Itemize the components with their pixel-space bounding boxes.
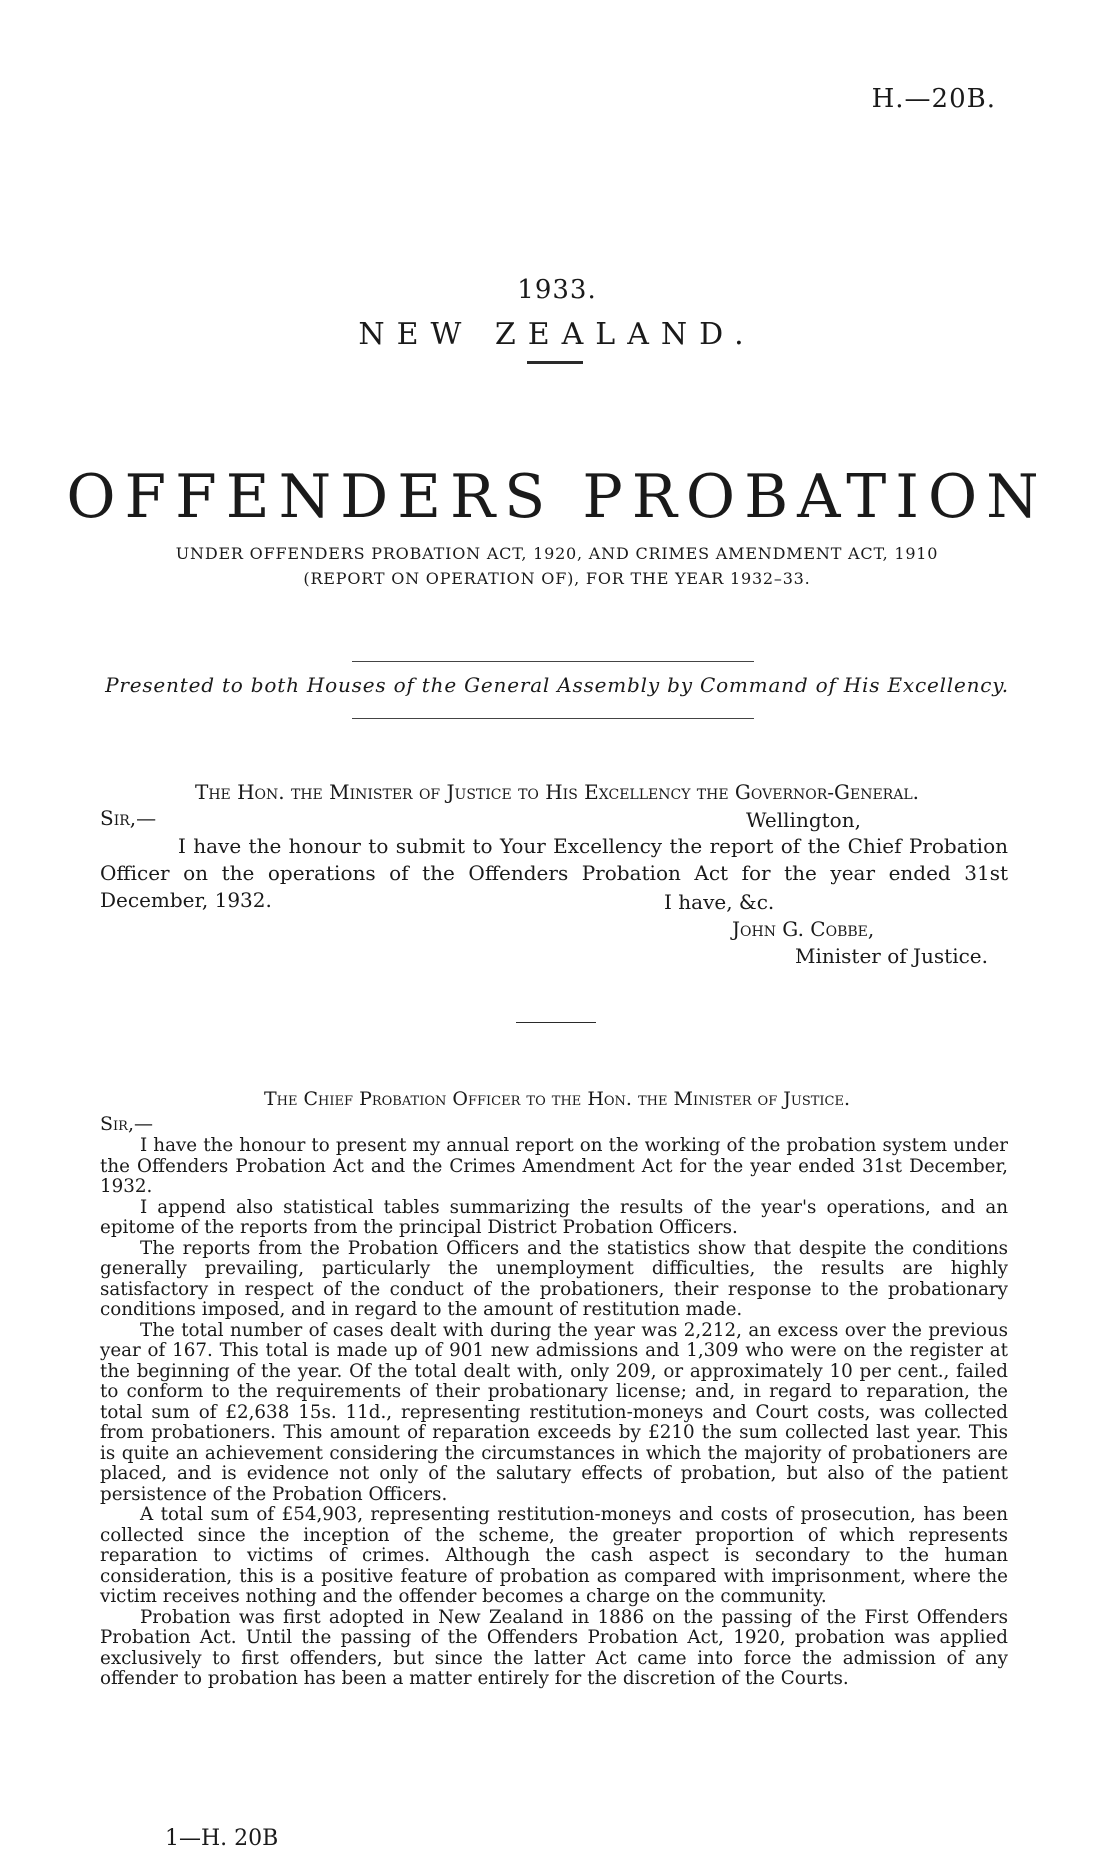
presented-rule-bottom bbox=[352, 718, 754, 719]
document-code: H.—20B. bbox=[871, 84, 996, 114]
report-year: 1933. bbox=[517, 275, 597, 305]
letter2-heading bbox=[0, 1088, 1114, 1110]
paragraph: Probation was first adopted in New Zealand in 1886 on the passing of the First Offenders Probation Act. Until the passing of the Offenders Probation Act, 1920, probation was applied exclusively to first offenders, but since the latter Act came into force the admission of any offender to probation has been a matter entirely for the discretion of the Courts. bbox=[100, 1606, 1008, 1689]
letter1-salutation: Sir,— bbox=[100, 806, 157, 830]
letter2-heading-text: The Chief Probation Officer to the Hon. the Minister of Justice. bbox=[263, 1088, 851, 1110]
masthead-divider bbox=[527, 361, 583, 364]
letter1-heading-text: The Hon. the Minister of Justice to His Excellency the Governor-General. bbox=[194, 780, 919, 804]
document-subtitle-line2: (REPORT ON OPERATION OF), FOR THE YEAR 1932–33. bbox=[303, 569, 811, 588]
document-subtitle-line1: UNDER OFFENDERS PROBATION ACT, 1920, AND CRIMES AMENDMENT ACT, 1910 bbox=[175, 544, 939, 563]
signature-mark: 1—H. 20B bbox=[165, 1826, 279, 1851]
presented-note: Presented to both Houses of the General Assembly by Command of His Excellency. bbox=[105, 673, 1009, 697]
document-title: OFFENDERS PROBATION bbox=[66, 462, 1048, 532]
letter1-heading bbox=[0, 780, 1114, 804]
letter1-body: I have the honour to submit to Your Excellency the report of the Chief Probation Officer on the operations of the Offenders Probation Act for the year ended 31st December, 1932. bbox=[100, 834, 1008, 912]
paragraph: The reports from the Probation Officers and the statistics show that despite the conditions generally prevailing, particularly the unemployment difficulties, the results are highly satisfactory in respect of the conduct of the probationers, their response to the probationary conditions imposed, and in regard to the amount of restitution made. bbox=[100, 1237, 1008, 1320]
letter1-closing: I have, &c. bbox=[664, 890, 775, 914]
presented-rule-top bbox=[352, 661, 754, 662]
section-divider bbox=[516, 1022, 596, 1023]
paragraph: I append also statistical tables summarizing the results of the year's operations, and an epitome of the reports from the principal District Probation Officers. bbox=[100, 1196, 1008, 1238]
letter1-place: Wellington, bbox=[746, 808, 861, 832]
paragraph: I have the honour to present my annual report on the working of the probation system under the Offenders Probation Act and the Crimes Amendment Act for the year ended 31st December, 1932. bbox=[100, 1135, 1008, 1197]
letter2-body bbox=[100, 1136, 1008, 1690]
paragraph: The total number of cases dealt with during the year was 2,212, an excess over the previous year of 167. This total is made up of 901 new admissions and 1,309 who were on the register at the beginning of the year. Of the total dealt with, only 209, or approximately 10 per cent., failed to conform to the requirements of their probationary license; and, in regard to reparation, the total sum of £2,638 15s. 11d., representing restitution-moneys and Court costs, was collected from probationers. This amount of reparation exceeds by £210 the sum collected last year. This is quite an achievement considering the circumstances in which the majority of probationers are placed, and is evidence not only of the salutary effects of probation, but also of the patient persistence of the Probation Officers. bbox=[100, 1319, 1008, 1505]
letter2-salutation: Sir,— bbox=[100, 1113, 153, 1135]
country-name: NEW ZEALAND. bbox=[358, 317, 756, 352]
paragraph: A total sum of £54,903, representing restitution-moneys and costs of prosecution, has been collected since the inception of the scheme, the greater proportion of which represents reparation to victims of crimes. Although the cash aspect is secondary to the human consideration, this is a positive feature of probation as compared with imprisonment, where the victim receives nothing and the offender becomes a charge on the community. bbox=[100, 1504, 1008, 1607]
letter1-signatory-title: Minister of Justice. bbox=[795, 944, 988, 968]
letter1-signatory: John G. Cobbe, bbox=[732, 917, 875, 941]
